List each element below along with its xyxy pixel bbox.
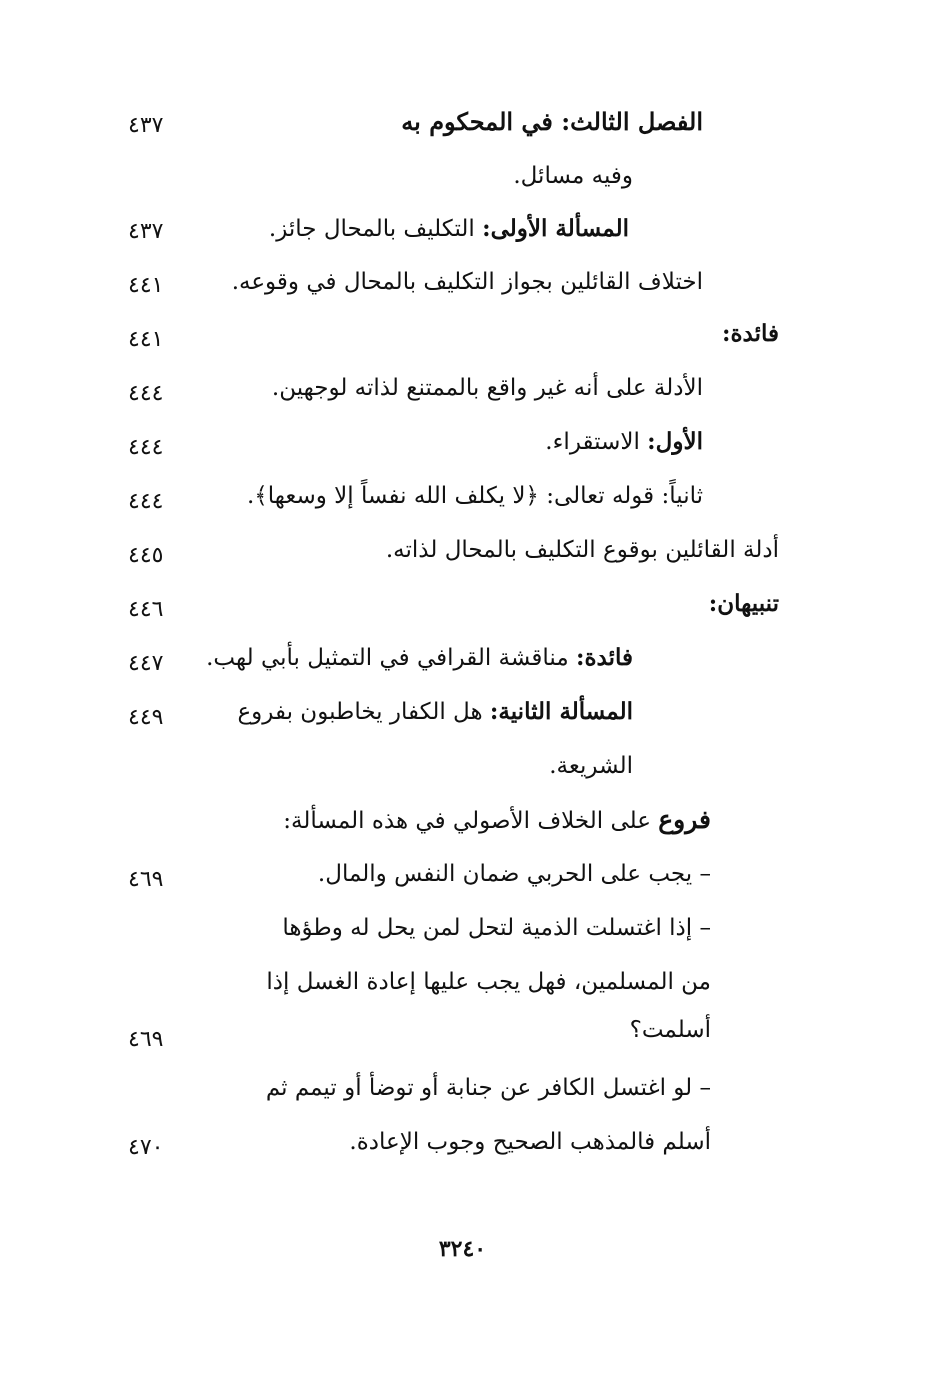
entry-text: – إذا اغتسلت الذمية لتحل لمن يحل له وطؤها <box>282 915 711 941</box>
entry-text: الشريعة. <box>549 753 633 779</box>
entry-label: فروع <box>658 805 711 834</box>
entry-text: الأدلة على أنه غير واقع بالممتنع لذاته لوجهين. <box>271 375 703 401</box>
entry-text: أسلم فالمذهب الصحيح وجوب الإعادة. <box>349 1129 711 1155</box>
entry-kafir-ghusl <box>266 1072 711 1104</box>
entry-benefit-heading <box>722 318 779 350</box>
entry-chapter-title <box>401 106 703 138</box>
entry-second <box>247 480 703 512</box>
entry-text: – لو اغتسل الكافر عن جنابة أو توضأ أو تيمم ثم <box>265 1075 711 1101</box>
entry-text: اختلاف القائلين بجواز التكليف بالمحال في وقوعه. <box>231 269 703 295</box>
entry-text: وفيه مسائل. <box>513 163 633 189</box>
entry-text: مناقشة القرافي في التمثيل بأبي لهب. <box>206 645 576 671</box>
entry-text: على الخلاف الأصولي في هذه المسألة: <box>283 808 659 834</box>
entry-label: المسألة الأولى: <box>482 215 629 242</box>
entry-first <box>545 426 703 458</box>
entry-issue-two-cont <box>549 750 633 782</box>
entry-disagreement <box>232 266 703 298</box>
entry-evidence <box>272 372 703 404</box>
entry-label: تنبيهان: <box>708 590 779 617</box>
page-ref: ٤٧٠ <box>128 1135 164 1160</box>
page-ref: ٤٤١ <box>128 327 164 352</box>
page-number: ٣٢٤٠ <box>438 1236 487 1262</box>
entry-text: الاستقراء. <box>545 429 648 455</box>
page-ref: ٤٤٩ <box>128 705 164 730</box>
entry-benefit-qarafi <box>206 642 633 674</box>
entry-dhimmiya-end <box>630 1014 711 1046</box>
entry-text: أدلة القائلين بوقوع التكليف بالمحال لذاته. <box>385 537 779 563</box>
page-ref: ٤٤٤ <box>128 381 164 406</box>
entry-issue-one <box>269 213 629 245</box>
entry-issue-two <box>237 696 633 728</box>
page-ref: ٤٤٧ <box>128 651 164 676</box>
page-ref: ٤٤٦ <box>128 597 164 622</box>
entry-label: الفصل الثالث: <box>561 107 703 136</box>
entry-text: من المسلمين، فهل يجب عليها إعادة الغسل إذا <box>266 969 711 995</box>
page-ref: ٤٣٧ <box>128 113 164 138</box>
entry-label: فائدة: <box>575 644 633 671</box>
entry-harbi <box>318 858 711 890</box>
entry-evidence-occurrence <box>386 534 779 566</box>
page-ref: ٤٤٤ <box>128 435 164 460</box>
entry-kafir-ghusl-end <box>349 1126 711 1158</box>
page-ref: ٤٦٩ <box>128 867 164 892</box>
entry-text: أسلمت؟ <box>629 1017 711 1043</box>
page-ref: ٤٤٤ <box>128 489 164 514</box>
entry-branches <box>283 804 711 837</box>
page-ref: ٤٣٧ <box>128 219 164 244</box>
entry-label: المسألة الثانية: <box>489 698 633 725</box>
entry-label: الأول: <box>647 428 703 455</box>
page-ref: ٤٤٥ <box>128 543 164 568</box>
entry-label: فائدة: <box>721 320 779 347</box>
entry-text: في المحكوم به <box>401 107 562 136</box>
entry-dhimmiya-cont <box>266 966 711 998</box>
entry-two-notes <box>709 588 779 620</box>
page-ref: ٤٤١ <box>128 273 164 298</box>
page-ref: ٤٦٩ <box>128 1027 164 1052</box>
entry-text: التكليف بالمحال جائز. <box>268 216 483 242</box>
entry-dhimmiya <box>282 912 711 944</box>
entry-text: – يجب على الحربي ضمان النفس والمال. <box>317 861 711 887</box>
entry-text: هل الكفار يخاطبون بفروع <box>237 699 490 725</box>
entry-text: ثانياً: قوله تعالى: ﴿لا يكلف الله نفساً إلا وسعها﴾. <box>246 483 703 509</box>
entry-subtitle <box>513 160 633 192</box>
